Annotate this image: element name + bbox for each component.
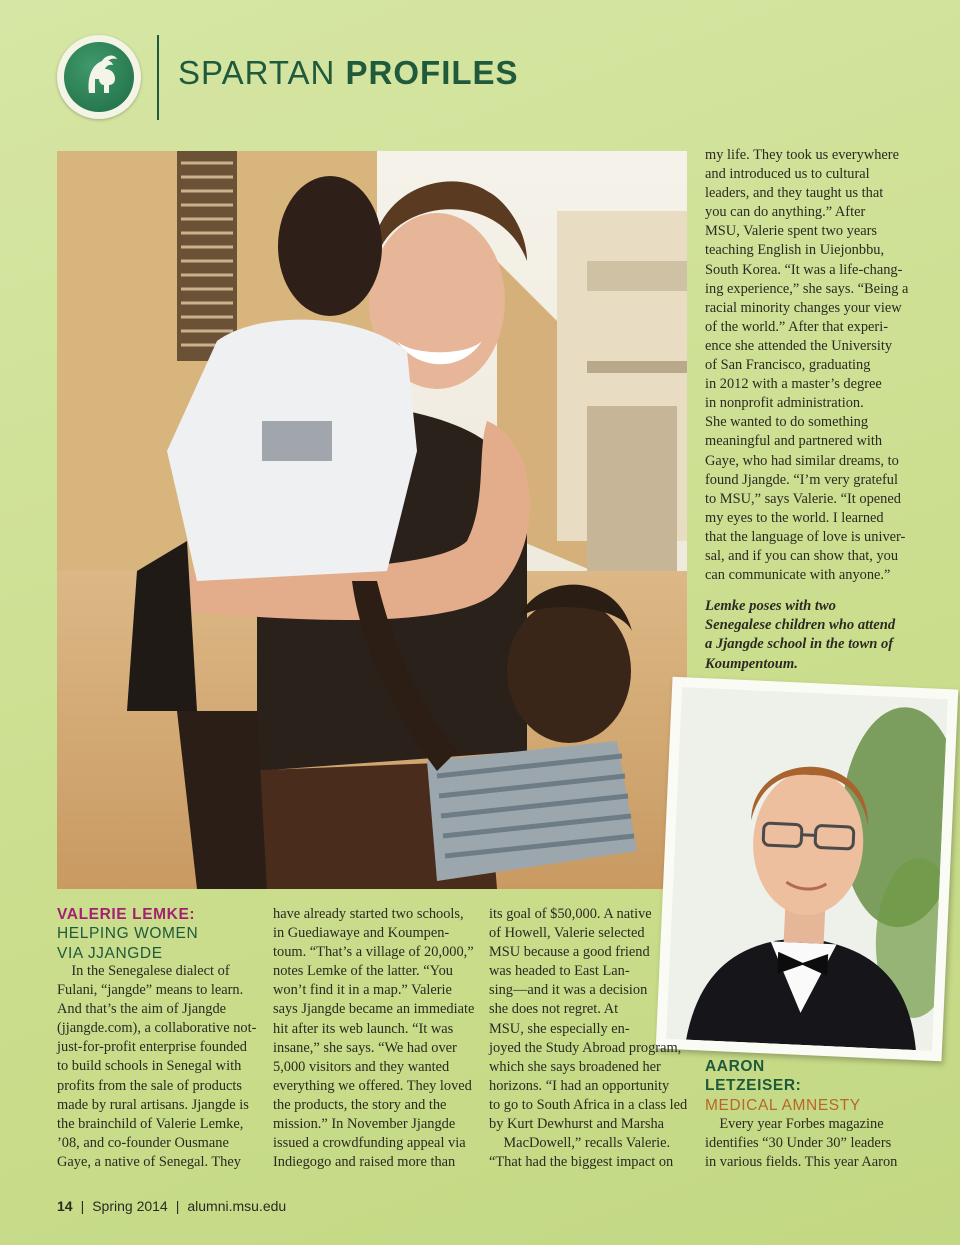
text-line: in Guediawaye and Koumpen-: [273, 925, 450, 942]
text-line: the brainchild of Valerie Lemke,: [57, 1115, 244, 1132]
text-line: won’t find it in a map.” Valerie: [273, 982, 452, 999]
body-column-3: [489, 905, 689, 1172]
text-line: In the Senegalese dialect of: [57, 963, 230, 979]
body-column-2: [273, 905, 473, 1172]
text-line: of Howell, Valerie selected: [489, 925, 645, 942]
text-line: racial minority changes your view: [705, 299, 902, 316]
photo-caption: [705, 597, 915, 674]
page-footer: [57, 1198, 286, 1214]
text-line: ence she attended the University: [705, 337, 893, 354]
text-line: in various fields. This year Aaron: [705, 1154, 898, 1171]
text-line: 5,000 visitors and they wanted: [273, 1058, 450, 1075]
profile-heading-lemke: [57, 905, 198, 963]
text-line: she does not regret. At: [489, 1001, 619, 1018]
text-line: hit after its web launch. “It was: [273, 1020, 454, 1037]
text-line: which she says broadened her: [489, 1058, 661, 1075]
page-number: 14: [57, 1198, 73, 1214]
text-line: “That had the biggest impact on: [489, 1154, 674, 1171]
text-line: Gaye, who had similar dreams, to: [705, 452, 899, 469]
text-line: you can do anything.” After: [705, 204, 866, 221]
text-line: toum. “That’s a village of 20,000,”: [273, 944, 474, 961]
caption-line: Senegalese children who attend: [705, 617, 896, 634]
page-title: [178, 54, 519, 92]
text-line: Gaye, a native of Senegal. They: [57, 1153, 241, 1170]
title-bold: PROFILES: [345, 54, 519, 91]
title-light: SPARTAN: [178, 54, 346, 91]
profile-name: LETZEISER:: [705, 1077, 802, 1095]
footer-separator: |: [175, 1198, 180, 1214]
text-line: Fulani, “jangde” means to learn.: [57, 982, 244, 999]
text-line: the products, the story and the: [273, 1096, 447, 1113]
site-link[interactable]: alumni.msu.edu: [187, 1198, 287, 1214]
header-divider: [157, 35, 159, 120]
text-line: and introduced us to cultural: [705, 166, 870, 183]
text-line: profits from the sale of products: [57, 1077, 243, 1094]
text-line: Indiegogo and raised more than: [273, 1154, 456, 1171]
text-line: was headed to East Lan-: [489, 963, 630, 980]
text-line: issued a crowdfunding appeal via: [273, 1135, 466, 1152]
body-column-5: [705, 1115, 915, 1172]
text-line: ing experience,” she says. “Being a: [705, 280, 909, 297]
text-line: by Kurt Dewhurst and Marsha: [489, 1116, 665, 1133]
profile-heading-letzeiser: [705, 1057, 861, 1115]
text-line: MSU, she especially en-: [489, 1020, 630, 1037]
text-line: sal, and if you can show that, you: [705, 547, 899, 564]
caption-line: a Jjangde school in the town of: [705, 636, 894, 653]
main-photo: [57, 151, 687, 889]
text-line: MSU, Valerie spent two years: [705, 223, 877, 240]
text-line: says Jjangde became an immediate: [273, 1001, 475, 1018]
text-line: Every year Forbes magazine: [705, 1116, 884, 1132]
profile-name: AARON: [705, 1058, 765, 1075]
text-line: leaders, and they taught us that: [705, 185, 884, 202]
caption-line: Lemke poses with two: [705, 598, 836, 614]
text-line: joyed the Study Abroad program,: [489, 1039, 682, 1056]
text-line: South Korea. “It was a life-chang-: [705, 261, 903, 278]
issue-label: Spring 2014: [92, 1198, 168, 1214]
photo-lemke-with-children: [57, 151, 687, 889]
text-line: my eyes to the world. I learned: [705, 509, 884, 526]
portrait-aaron-letzeiser: [666, 687, 948, 1051]
profile-subtitle: MEDICAL AMNESTY: [705, 1096, 861, 1114]
text-line: mission.” In November Jjangde: [273, 1116, 456, 1133]
spartan-logo: [57, 35, 141, 119]
text-line: found Jjangde. “I’m very grateful: [705, 471, 899, 488]
text-line: that the language of love is univer-: [705, 528, 906, 545]
text-line: meaningful and partnered with: [705, 433, 883, 450]
text-line: insane,” she says. “We had over: [273, 1039, 457, 1056]
text-line: can communicate with anyone.”: [705, 567, 891, 584]
text-line: to build schools in Senegal with: [57, 1058, 242, 1075]
profile-subtitle: HELPING WOMEN: [57, 925, 199, 943]
text-line: to MSU,” says Valerie. “It opened: [705, 490, 901, 507]
body-column-1: [57, 962, 257, 1172]
text-line: just-for-profit enterprise founded: [57, 1039, 247, 1056]
profile-subtitle: VIA JJANGDE: [57, 944, 163, 962]
text-line: my life. They took us everywhere: [705, 147, 899, 163]
text-line: She wanted to do something: [705, 414, 869, 431]
caption-line: Koumpentoum.: [705, 655, 798, 672]
profile-name: VALERIE LEMKE:: [57, 906, 196, 923]
text-line: And that’s the aim of Jjangde: [57, 1001, 227, 1018]
text-line: MacDowell,” recalls Valerie.: [489, 1135, 671, 1152]
spartan-helmet-icon: [71, 49, 127, 105]
text-line: of San Francisco, graduating: [705, 357, 871, 374]
text-line: in 2012 with a master’s degree: [705, 376, 882, 393]
text-line: its goal of $50,000. A native: [489, 906, 652, 922]
aaron-photo: [656, 677, 959, 1062]
text-line: of the world.” After that experi-: [705, 318, 889, 335]
text-line: horizons. “I had an opportunity: [489, 1077, 670, 1094]
text-line: have already started two schools,: [273, 906, 464, 922]
text-line: sing—and it was a decision: [489, 982, 648, 999]
text-line: identifies “30 Under 30” leaders: [705, 1135, 892, 1152]
text-line: made by rural artisans. Jjangde is: [57, 1096, 249, 1113]
text-line: in nonprofit administration.: [705, 395, 864, 412]
body-column-4: [705, 146, 915, 585]
text-line: everything we offered. They loved: [273, 1077, 472, 1094]
text-line: notes Lemke of the latter. “You: [273, 963, 453, 980]
text-line: (jjangde.com), a collaborative not-: [57, 1020, 257, 1037]
text-line: teaching English in Uiejonbbu,: [705, 242, 885, 259]
text-line: ’08, and co-founder Ousmane: [57, 1134, 229, 1151]
text-line: to go to South Africa in a class led: [489, 1096, 688, 1113]
footer-separator: |: [80, 1198, 85, 1214]
text-line: MSU because a good friend: [489, 944, 650, 961]
